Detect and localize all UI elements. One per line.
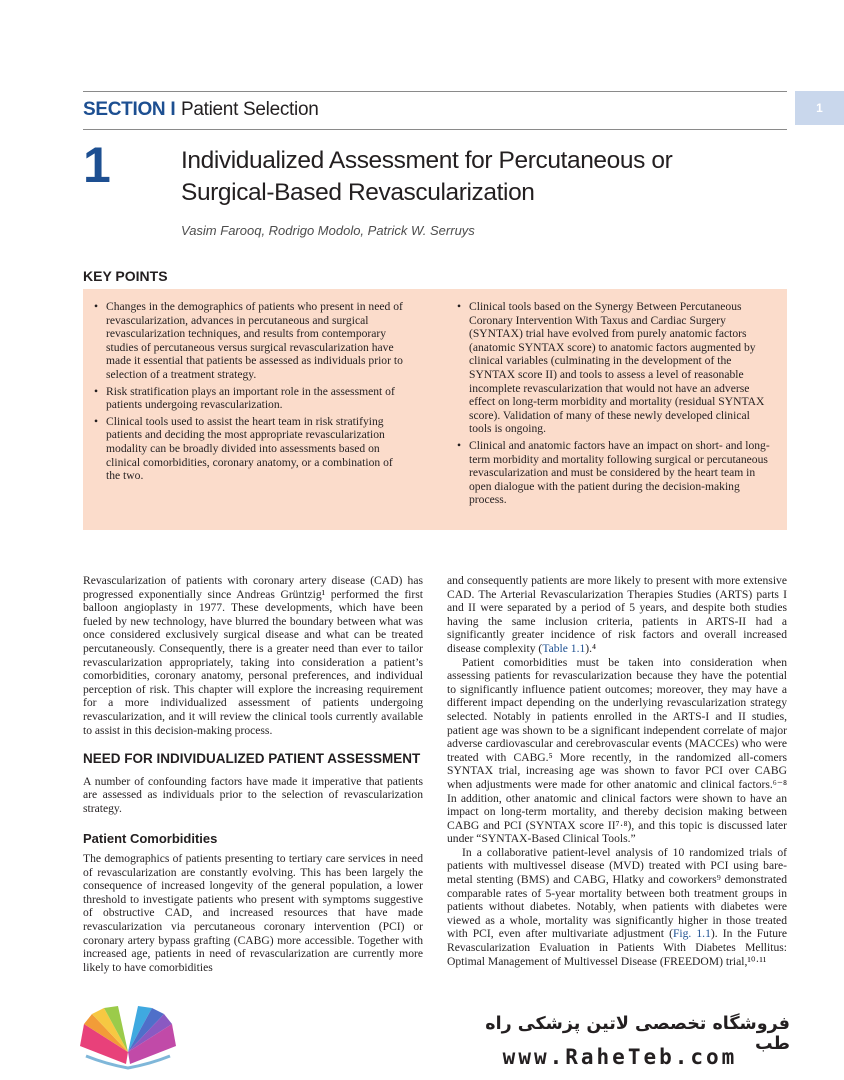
- chapter-title: Individualized Assessment for Percutaneous or Surgical-Based Revascularization: [181, 147, 673, 206]
- header-bottom-rule: [83, 129, 787, 130]
- key-points-heading: KEY POINTS: [83, 268, 168, 284]
- chapter-authors: Vasim Farooq, Rodrigo Modolo, Patrick W. Serruys: [181, 223, 475, 238]
- table-reference-link[interactable]: Table 1.1: [542, 641, 586, 655]
- key-point-item: • Clinical tools based on the Synergy Between Percutaneous Coronary Intervention With Taxus and Cardiac Surgery (SYNTAX) trial have evolved from purely anatomic factors (anatomic SYNTAX score) to anatomic factors augmented by clinical variables (culminating in the development of the SYNTAX score II) and tools to assess a level of reasonable incomplete revascularization that would not have an adverse effect on long-term morbidity and mortality (residual SYNTAX score). Validation of many of these newly developed clinical tools is ongoing.: [453, 300, 773, 436]
- watermark-store-name: فروشگاه تخصصی لاتین پزشکی راه طب: [485, 1014, 790, 1054]
- body-left-column: [83, 574, 423, 974]
- paragraph-text: ). In the Future Revascularization Evaluation in Patients With Diabetes Mellitus: Optimal Management of Multivessel Disease (FREEDOM) trial,¹⁰·¹¹: [447, 927, 787, 968]
- header-top-rule: [83, 91, 787, 92]
- body-paragraph: [447, 846, 787, 968]
- book-logo-icon: [76, 1006, 180, 1072]
- section-title: Patient Selection: [181, 99, 319, 120]
- section-heading: NEED FOR INDIVIDUALIZED PATIENT ASSESSMENT: [83, 751, 421, 767]
- paragraph-text: and consequently patients are more likely to present with more extensive CAD. The Arterial Revascularization Therapies Studies (ARTS) parts I and II were separated by a period of 5 years, and despite both studies having the same inclusion criteria, patients in ARTS-II had a significantly greater incidence of risk factors and overall increased disease complexity (: [447, 574, 787, 655]
- key-point-item: • Clinical tools used to assist the heart team in risk stratifying patients and deciding the most appropriate revascularization modality can be broadly divided into assessments based on clinical comorbidities, coronary anatomy, or a combination of the two.: [90, 415, 408, 483]
- body-paragraph: A number of confounding factors have made it imperative that patients are assessed as individuals prior to the selection of revascularization strategy.: [83, 774, 423, 815]
- page-tab: 1: [795, 91, 844, 125]
- intro-paragraph: Revascularization of patients with coronary artery disease (CAD) has progressed exponentially since Andreas Grüntzig¹ performed the first balloon angioplasty in 1977. These developments, which have been fueled by new technology, have blurred the boundary between what was once considered exclusively surgical disease and what can be treated percutaneously. Consequently, there is a greater need than ever to tailor revascularization appropriately, taking into consideration a patient’s comorbidities, coronary anatomy, personal preferences, and individual perception of risk. This chapter will explore the increasing requirement for a more individualized assessment of patients undergoing revascularization, and it will review the clinical tools currently available to assist in this decision-making process.: [83, 574, 423, 737]
- key-points-right-list: [453, 300, 773, 510]
- key-point-item: • Risk stratification plays an important role in the assessment of patients undergoing revascularization.: [90, 385, 408, 412]
- paragraph-text: ).⁴: [585, 641, 597, 655]
- figure-reference-link[interactable]: Fig. 1.1: [672, 927, 711, 941]
- key-point-item: • Changes in the demographics of patients who present in need of revascularization, advances in percutaneous and surgical revascularization techniques, and results from contemporary studies of percutaneous versus surgical revascularization have made it essential that patients be assessed as individuals prior to selection of a treatment strategy.: [90, 300, 408, 382]
- chapter-number: 1: [83, 137, 111, 193]
- subsection-heading: Patient Comorbidities: [83, 830, 218, 846]
- key-point-item: • Clinical and anatomic factors have an impact on short- and long-term morbidity and mortality following surgical or percutaneous revascularization and must be considered by the heart team in open dialogue with the patient during the decision-making process.: [453, 439, 773, 507]
- body-right-column: [447, 574, 787, 968]
- body-paragraph: [447, 574, 787, 656]
- paragraph-text: In a collaborative patient-level analysis of 10 randomized trials of patients with multivessel disease (MVD) treated with PCI using bare-metal stenting (BMS) and CABG, Hlatky and coworkers⁹ demonstrated comparable rates of 5-year mortality between both treatment groups in patients without diabetes. Notably, when patients with diabetes were viewed as a whole, mortality was significantly higher in those treated with PCI, even after multivariate adjustment (: [447, 845, 787, 941]
- section-label: SECTION I: [83, 99, 176, 120]
- body-paragraph: The demographics of patients presenting to tertiary care services in need of revascularization are constantly evolving. This has been largely the consequence of increased longevity of the general population, a lower threshold to investigate patients who present with symptoms suggestive of obstructive CAD, and increased resources that have made revascularization via percutaneous coronary intervention (PCI) or coronary artery bypass grafting (CABG) more accessible. Together with increased age, patients in need of revascularization are currently more likely to have comorbidities: [83, 852, 423, 974]
- watermark-url: www.RaheTeb.com: [502, 1045, 738, 1069]
- body-paragraph: Patient comorbidities must be taken into consideration when assessing patients for revascularization because they have the potential to significantly influence patient outcomes; moreover, they may have a different impact depending on the underlying revascularization strategy selected. Notably in patients enrolled in the ARTS-I and II studies, patient age was shown to be a significant independent correlate of major adverse cardiovascular and cerebrovascular events (MACCEs) who were treated with CABG.⁵ More recently, in the randomized all-comers SYNTAX trial, increasing age was shown to favor PCI over CABG when adjustments were made for other anatomic and clinical factors.⁶⁻⁸ In addition, other anatomic and clinical factors were shown to have an impact on long-term mortality, and thereby decision making between CABG and PCI (SYNTAX score II⁷·⁸), and this topic is discussed later under “SYNTAX-Based Clinical Tools.”: [447, 655, 787, 846]
- key-points-left-list: [90, 300, 408, 486]
